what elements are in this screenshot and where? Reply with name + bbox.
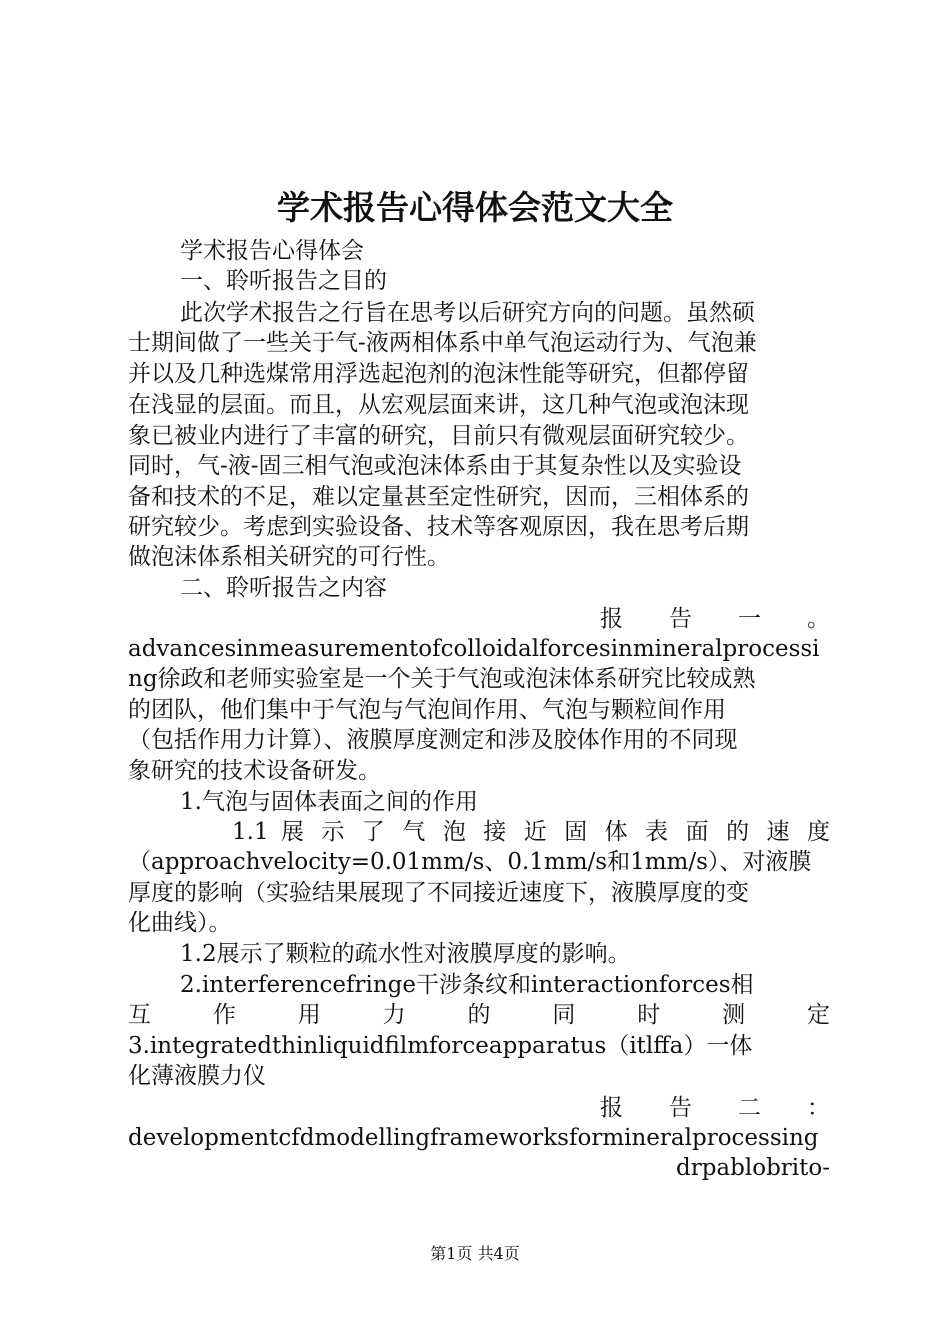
- paragraph-line: advancesinmeasurementofcolloidalforcesinmineralprocessi: [128, 636, 820, 662]
- paragraph-line: 象研究的技术设备研发。: [128, 758, 381, 784]
- paragraph-line: 化薄液膜力仪: [128, 1063, 266, 1089]
- paragraph-line: 1.1 展 示 了 气 泡 接 近 固 体 表 面 的 速 度: [232, 819, 830, 845]
- paragraph-line: 象已被业内进行了丰富的研究，目前只有微观层面研究较少。: [128, 423, 749, 449]
- paragraph-line: drpablobrito-: [675, 1155, 830, 1181]
- paragraph-line: 在浅显的层面。而且，从宏观层面来讲，这几种气泡或泡沫现: [128, 392, 749, 418]
- subtitle-line: 学术报告心得体会: [180, 238, 364, 264]
- section-heading-content: 二、聆听报告之内容: [180, 575, 387, 601]
- paragraph-line: 做泡沫体系相关研究的可行性。: [128, 544, 450, 570]
- paragraph-line: （包括作用力计算）、液膜厚度测定和涉及胶体作用的不同现: [128, 727, 738, 753]
- section-heading-purpose: 一、聆听报告之目的: [180, 268, 387, 294]
- subsection-heading: 1.气泡与固体表面之间的作用: [180, 789, 478, 815]
- paragraph-line: 研究较少。考虑到实验设备、技术等客观原因，我在思考后期: [128, 514, 749, 540]
- document-title: 学术报告心得体会范文大全: [277, 188, 673, 227]
- paragraph-line: 士期间做了一些关于气-液两相体系中单气泡运动行为、气泡兼: [128, 330, 757, 356]
- paragraph-line: 备和技术的不足，难以定量甚至定性研究，因而，三相体系的: [128, 484, 749, 510]
- paragraph-line: 并以及几种选煤常用浮选起泡剂的泡沫性能等研究，但都停留: [128, 361, 749, 387]
- paragraph-line: 同时，气-液-固三相气泡或泡沫体系由于其复杂性以及实验设: [128, 453, 742, 479]
- paragraph-line: ng徐政和老师实验室是一个关于气泡或泡沫体系研究比较成熟: [128, 666, 756, 692]
- paragraph-line: 3.integratedthinliquidfilmforceapparatus（itlffa）一体: [128, 1033, 753, 1059]
- page-number-footer: 第1页 共4页: [430, 1244, 520, 1263]
- paragraph-line: 此次学术报告之行旨在思考以后研究方向的问题。虽然硕: [180, 300, 755, 326]
- paragraph-line: 互 作 用 力 的 同 时 测 定: [128, 1002, 830, 1028]
- paragraph-line: 2.interferencefringe干涉条纹和interactionforces相: [180, 972, 754, 998]
- paragraph-line: 的团队，他们集中于气泡与气泡间作用、气泡与颗粒间作用: [128, 697, 726, 723]
- report-one-heading: 报 告 一 。: [600, 606, 830, 632]
- paragraph-line: developmentcfdmodellingframeworksformineralprocessing: [128, 1125, 819, 1151]
- paragraph-line: （approachvelocity=0.01mm/s、0.1mm/s和1mm/s）、对液膜: [128, 849, 812, 875]
- paragraph-line: 厚度的影响（实验结果展现了不同接近速度下，液膜厚度的变: [128, 880, 749, 906]
- paragraph-line: 化曲线）。: [128, 910, 232, 936]
- paragraph-line: 1.2展示了颗粒的疏水性对液膜厚度的影响。: [180, 941, 631, 967]
- report-two-heading: 报 告 二 ：: [600, 1095, 830, 1121]
